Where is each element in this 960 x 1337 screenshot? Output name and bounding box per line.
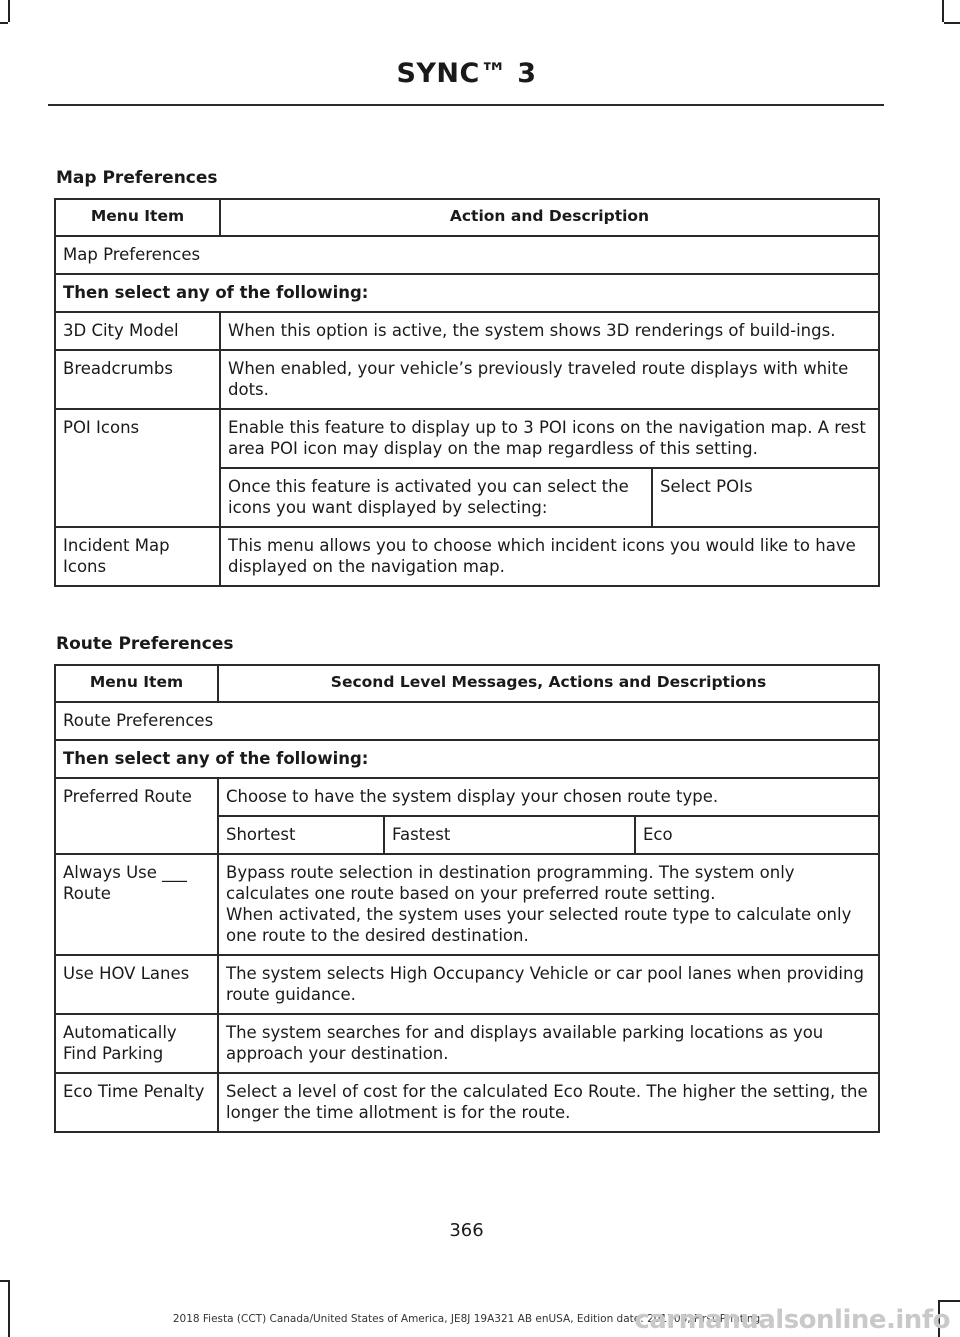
option-fastest: Fastest [385, 817, 636, 853]
page-number: 366 [449, 1220, 484, 1241]
description-cell: When enabled, your vehicle’s previously traveled route displays with white dots. [220, 350, 879, 409]
watermark-logo: carmanualsonline.info [634, 1305, 950, 1335]
map-preferences-heading: Map Preferences [56, 168, 218, 188]
table-header-row [55, 665, 879, 702]
poi-sub-description: Once this feature is activated you can select the icons you want displayed by selecting: [221, 469, 653, 526]
instruction-cell: Then select any of the following: [55, 740, 879, 778]
table-header-row [55, 199, 879, 236]
description-cell [220, 409, 879, 527]
table-row [55, 312, 879, 350]
table-row [55, 409, 879, 527]
menu-item-cell: POI Icons [55, 409, 220, 527]
description-cell [218, 854, 879, 955]
menu-item-cell: Automatically Find Parking [55, 1014, 218, 1073]
table-row [55, 350, 879, 409]
description-cell: Select a level of cost for the calculated Eco Route. The higher the setting, the longer the time allotment is for the route. [218, 1073, 879, 1132]
option-eco: Eco [643, 825, 673, 844]
menu-item-cell: Eco Time Penalty [55, 1073, 218, 1132]
always-use-description-1: Bypass route selection in destination programming. The system only calculates one route based on your preferred route setting. [226, 863, 795, 903]
header-divider [48, 104, 884, 106]
menu-item-cell: 3D City Model [55, 312, 220, 350]
poi-description: Enable this feature to display up to 3 POI icons on the navigation map. A rest area POI icon may display on the map regardless of this setting. [221, 410, 878, 469]
route-type-options [219, 817, 878, 853]
table-row [55, 1014, 879, 1073]
footer-edition-info: 2018 Fiesta (CCT) Canada/United States of America, JE8J 19A321 AB enUSA, Edition date: 201706, First-Printing [172, 1313, 761, 1325]
table-row [55, 854, 879, 955]
menu-item-cell: Breadcrumbs [55, 350, 220, 409]
menu-path-cell: Route Preferences [55, 702, 879, 740]
description-cell: The system searches for and displays available parking locations as you approach your destination. [218, 1014, 879, 1073]
preferred-route-description: Choose to have the system display your chosen route type. [219, 779, 878, 817]
description-cell: The system selects High Occupancy Vehicle or car pool lanes when providing route guidance. [218, 955, 879, 1014]
table-row [55, 1073, 879, 1132]
menu-item-cell: Incident Map Icons [55, 527, 220, 586]
crop-mark [944, 22, 960, 24]
description-cell: When this option is active, the system shows 3D renderings of build-ings. [220, 312, 879, 350]
crop-mark [940, 1300, 960, 1302]
table-row [55, 527, 879, 586]
column-header-menu-item: Menu Item [55, 199, 220, 236]
crop-mark [942, 0, 944, 22]
crop-mark [0, 1280, 8, 1282]
poi-sub-action: Select POIs [660, 477, 753, 496]
menu-item-cell: Always Use ___ Route [55, 854, 218, 955]
menu-item-cell: Use HOV Lanes [55, 955, 218, 1014]
table-row [55, 740, 879, 778]
route-preferences-table [54, 664, 880, 1133]
description-cell [218, 778, 879, 854]
column-header-action: Second Level Messages, Actions and Descriptions [218, 665, 879, 702]
menu-item-cell: Preferred Route [55, 778, 218, 854]
table-row [55, 274, 879, 312]
crop-mark [0, 22, 8, 24]
map-preferences-table [54, 198, 880, 587]
table-row [55, 778, 879, 854]
column-header-menu-item: Menu Item [55, 665, 218, 702]
description-cell: This menu allows you to choose which incident icons you would like to have displayed on the navigation map. [220, 527, 879, 586]
instruction-cell: Then select any of the following: [55, 274, 879, 312]
route-preferences-heading: Route Preferences [56, 634, 234, 654]
column-header-action: Action and Description [220, 199, 879, 236]
page-header-title: SYNC™ 3 [396, 58, 537, 89]
option-shortest: Shortest [219, 817, 385, 853]
always-use-description-2: When activated, the system uses your selected route type to calculate only one route to the desired destination. [226, 905, 852, 945]
table-row [55, 955, 879, 1014]
table-row [55, 236, 879, 274]
table-row [55, 702, 879, 740]
crop-mark [8, 0, 10, 22]
crop-mark [8, 1280, 10, 1337]
poi-sub-row [221, 469, 878, 526]
menu-path-cell: Map Preferences [55, 236, 879, 274]
